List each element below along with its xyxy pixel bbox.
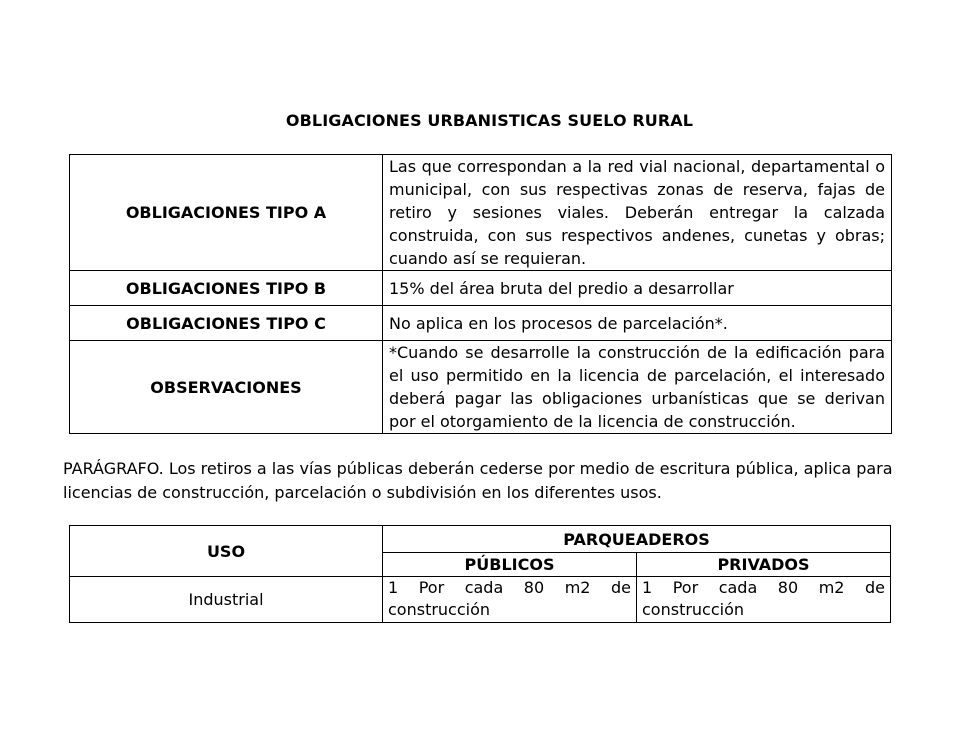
table-row <box>70 306 892 341</box>
table-row <box>70 577 891 623</box>
row-label: OBLIGACIONES TIPO C <box>70 306 383 341</box>
document-title: OBLIGACIONES URBANISTICAS SUELO RURAL <box>285 111 694 130</box>
table-row <box>70 271 892 306</box>
publicos-cell: 1 Por cada 80 m2 de construcción <box>383 577 637 623</box>
row-label: OBLIGACIONES TIPO B <box>70 271 383 306</box>
uso-header: USO <box>70 526 383 577</box>
privados-cell: 1 Por cada 80 m2 de construcción <box>637 577 891 623</box>
parqueaderos-header: PARQUEADEROS <box>383 526 891 553</box>
paragrafo-text: PARÁGRAFO. Los retiros a las vías públicas deberán cederse por medio de escritura pública, aplica para licencias de construcción, parcelación o subdivisión en los diferentes usos. <box>63 459 893 502</box>
privados-header: PRIVADOS <box>637 553 891 577</box>
obligaciones-table <box>69 154 892 434</box>
row-value: No aplica en los procesos de parcelación*. <box>383 306 892 341</box>
row-value: 15% del área bruta del predio a desarrollar <box>383 271 892 306</box>
row-value: Las que correspondan a la red vial nacional, departamental o municipal, con sus respectivas zonas de reserva, fajas de retiro y sesiones viales. Deberán entregar la calzada construida, con sus respectivos andenes, cunetas y obras; cuando así se requieran. <box>383 155 892 271</box>
publicos-header: PÚBLICOS <box>383 553 637 577</box>
row-label: OBSERVACIONES <box>70 341 383 434</box>
table-row <box>70 341 892 434</box>
row-label: OBLIGACIONES TIPO A <box>70 155 383 271</box>
row-value: *Cuando se desarrolle la construcción de la edificación para el uso permitido en la licencia de parcelación, el interesado deberá pagar las obligaciones urbanísticas que se derivan por el otorgamiento de la licencia de construcción. <box>383 341 892 434</box>
parqueaderos-table <box>69 525 891 623</box>
table-header-row <box>70 526 891 553</box>
table-row <box>70 155 892 271</box>
uso-cell: Industrial <box>70 577 383 623</box>
